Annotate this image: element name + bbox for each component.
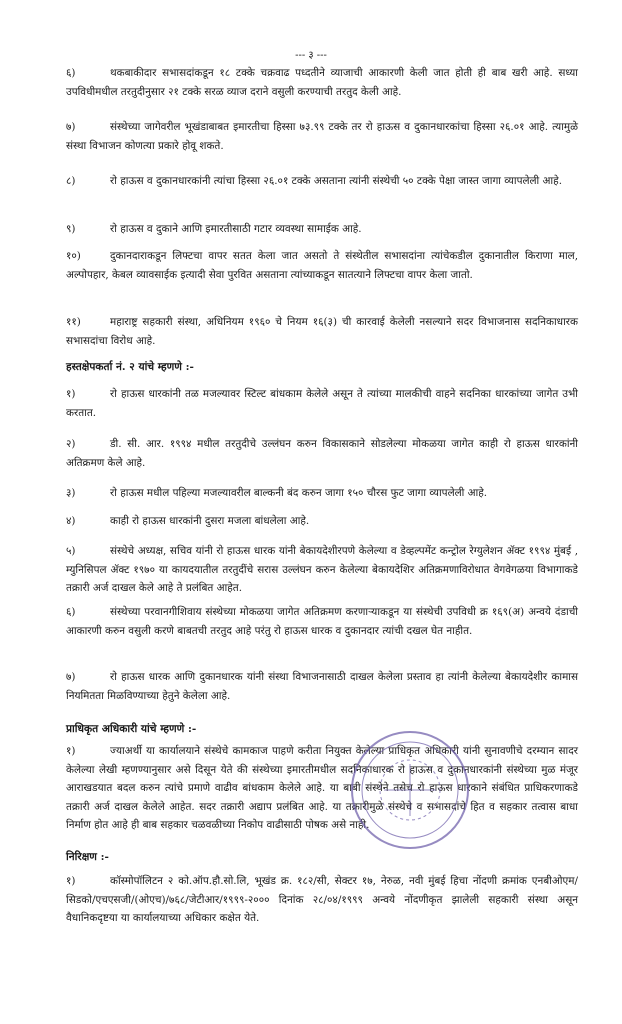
list-item xyxy=(66,172,578,191)
item-number: ४) xyxy=(66,515,76,527)
item-text: संस्थेच्या जागेवरील भूखंडाबाबत इमारतीचा हिस्सा ७३.९९ टक्के तर रो हाऊस व दुकानधारकांचा हिस्सा २६.०१ आहे. त्यामुळे संस्था विभाजन कोणत्या प्रकारे होवू शकते. xyxy=(66,121,578,152)
item-number: ६) xyxy=(66,67,76,79)
item-text: महाराष्ट्र सहकारी संस्था, अधिनियम १९६० चे नियम १६(३) ची कारवाई केलेली नसल्याने सदर विभाजनास सदनिकाधारक सभासदांचा विरोध आहे. xyxy=(66,316,578,347)
item-number: ६) xyxy=(66,606,76,618)
official-stamp xyxy=(348,728,472,852)
item-number: ५) xyxy=(66,545,76,557)
item-text: ज्याअर्थी या कार्यालयाने संस्थेचे कामकाज पाहणे करीता नियुक्त केलेल्या प्राधिकृत अधिकारी यांनी सुनावणीचे दरम्यान सादर केलेल्या लेखी म्हणण्यानुसार असे दिसून येते की संस्थेच्या इमारतीमधील सदनिकाधारक रो हाऊस व दुकानधारकांनी संस्थेच्या मुळ मंजूर आराखडयात बदल करुन त्यांचे प्रमाणे वाढीव बांधकाम केलेले आहे. या बाबी संस्थेने तसेच रो हाऊस धारकाने संबंधित प्राधिकरणाकडे तक्रारी अर्ज दाखल केलेले आहेत. सदर तक्रारी अद्याप प्रलंबित आहे. या तक्रारीमुळे संस्थेचे व सभासदांचे हित व सहकार तत्वास बाधा निर्माण होत आहे ही बाब सहकार चळवळीच्या निकोप वाढीसाठी पोषक असे नाही. xyxy=(66,745,578,831)
stamp-emblem xyxy=(384,764,436,816)
list-item xyxy=(66,484,578,503)
list-item xyxy=(66,668,578,705)
list-item xyxy=(66,313,578,350)
item-text: रो हाऊस व दुकानधारकांनी त्यांचा हिस्सा २६.०१ टक्के असताना त्यांनी संस्थेची ५० टक्के पेक्षा जास्त जागा व्यापलेली आहे. xyxy=(110,175,562,187)
item-number: १०) xyxy=(66,250,81,262)
section-heading-authority: प्राधिकृत अधिकारी यांचे म्हणणे :- xyxy=(66,723,197,735)
item-number: १) xyxy=(66,388,76,400)
item-text: काही रो हाऊस धारकांनी दुसरा मजला बांधलेला आहे. xyxy=(110,515,310,527)
list-item xyxy=(66,64,578,101)
item-text: रो हाऊस धारक आणि दुकानधारक यांनी संस्था विभाजनासाठी दाखल केलेला प्रस्ताव हा त्यांनी केलेल्या बेकायदेशीर कामास नियमितता मिळविण्याच्या हेतुने केलेला आहे. xyxy=(66,671,578,702)
item-text: रो हाऊस मधील पहिल्या मजल्यावरील बाल्कनी बंद करुन जागा १५० चौरस फुट जागा व्यापलेली आहे. xyxy=(110,487,488,499)
item-number: १) xyxy=(66,875,76,887)
item-number: ८) xyxy=(66,175,76,187)
section-heading-intervener: हस्तक्षेपकर्ता नं. २ यांचे म्हणणे :- xyxy=(66,361,194,373)
item-text: थकबाकीदार सभासदांकडून १८ टक्के चक्रवाढ पध्दतीने व्याजाची आकारणी केली जात होती ही बाब खरी आहे. सध्या उपविधीमधील तरतुदीनुसार २१ टक्के सरळ व्याज दराने वसुली करण्याची तरतुद केली आहे. xyxy=(66,67,578,98)
page-number: --- ३ --- xyxy=(295,50,327,61)
item-number: ३) xyxy=(66,487,76,499)
item-text: डी. सी. आर. १९९४ मधील तरतुदीचे उल्लंघन करुन विकासकाने सोडलेल्या मोकळया जागेत काही रो हाऊस धारकांनी अतिक्रमण केले आहे. xyxy=(66,438,578,469)
section-heading-observation: निरिक्षण :- xyxy=(66,851,109,863)
item-text: कॉस्मोपॉलिटन २ को.ऑप.हौ.सो.लि, भूखंड क्र. १८२/सी, सेक्टर १७, नेरुळ, नवी मुंबई हिचा नोंदणी क्रमांक एनबीओएम/सिडको/एचएसजी/(ओएच)/७६८/जेटीआर/१९९९-२००० दिनांक २८/०४/१९९९ अन्वये नोंदणीकृत झालेली सहकारी संस्था असून वैधानिकदृष्टया या कार्यालयाच्या अधिकार कक्षेत येते. xyxy=(66,875,578,924)
list-item xyxy=(66,872,578,928)
item-text: संस्थेच्या परवानगीशिवाय संस्थेच्या मोकळया जागेत अतिक्रमण करणाऱ्याकडून या संस्थेची उपविधी क्र १६९(अ) अन्वये दंडाची आकारणी करुन वसुली करणे बाबतची तरतुद आहे परंतु रो हाऊस धारक व दुकानदार त्यांची दखल घेत नाहीत. xyxy=(66,606,578,637)
list-item xyxy=(66,742,578,835)
list-item xyxy=(66,247,578,284)
item-number: ११) xyxy=(66,316,81,328)
list-item xyxy=(66,118,578,155)
item-number: २) xyxy=(66,438,76,450)
item-text: रो हाऊस व दुकाने आणि इमारतीसाठी गटार व्यवस्था सामाईक आहे. xyxy=(110,223,362,235)
item-text: संस्थेचे अध्यक्ष, सचिव यांनी रो हाऊस धारक यांनी बेकायदेशीरपणे केलेल्या व डेव्हल्पमेंट कन्ट्रोल रेग्युलेशन ॲक्ट १९९४ मुंबई , म्युनिसिपल ॲक्ट १९७० या कायदयातील तरतुदींचे सरास उल्लंघन करुन केलेल्या बेकायदेशिर अतिक्रमणाविरोधात वेगवेगळया विभागाकडे तक्रारी अर्ज दाखल केले आहे ते प्रलंबित आहेत. xyxy=(66,545,578,594)
item-number: १) xyxy=(66,745,76,757)
list-item xyxy=(66,435,578,472)
item-text: रो हाऊस धारकांनी तळ मजल्यावर स्टिल्ट बांधकाम केलेले असून ते त्यांच्या मालकीची वाहने सदनिका धारकांच्या जागेत उभी करतात. xyxy=(66,388,578,419)
item-number: ७) xyxy=(66,671,76,683)
item-number: ७) xyxy=(66,121,76,133)
list-item xyxy=(66,220,578,239)
list-item xyxy=(66,603,578,640)
item-text: दुकानदाराकडून लिफ्टचा वापर सतत केला जात असतो ते संस्थेतील सभासदांना त्यांचेकडील दुकानातील किराणा माल, अल्पोपहार, केबल व्यावसाईक इत्यादी सेवा पुरवित असताना त्यांच्याकडून सातत्याने लिफ्टचा वापर केला जातो. xyxy=(66,250,578,281)
list-item xyxy=(66,385,578,422)
list-item xyxy=(66,542,578,598)
item-number: ९) xyxy=(66,223,76,235)
list-item xyxy=(66,512,578,531)
